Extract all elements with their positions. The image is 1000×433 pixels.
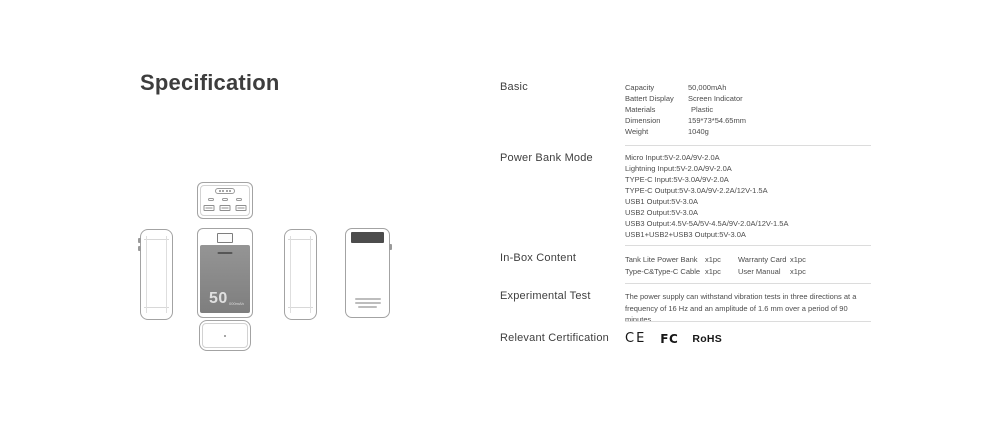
front-body <box>200 245 250 313</box>
spec-line: Micro Input:5V-2.0A/9V-2.0A <box>625 153 720 162</box>
spec-value: 50,000mAh <box>688 83 727 92</box>
box-qty: x1pc <box>705 254 721 264</box>
brand-logo <box>218 252 233 254</box>
side-button <box>389 244 392 250</box>
certification-marks <box>625 331 722 346</box>
bottom-view-drawing <box>199 320 251 351</box>
box-qty: x1pc <box>790 254 806 264</box>
right-side-view-drawing <box>284 229 317 320</box>
spec-value: 159*73*54.65mm <box>688 116 746 125</box>
power-button <box>138 238 141 243</box>
section-divider <box>625 321 871 322</box>
box-item: User Manual <box>738 266 781 276</box>
battery-indicator-leds <box>215 188 235 194</box>
lightning-port-icon <box>222 198 228 201</box>
spec-value: Plastic <box>691 105 714 114</box>
back-top-panel <box>351 232 384 243</box>
spec-key: Weight <box>625 127 649 136</box>
ce-mark-icon: CE <box>625 331 647 346</box>
power-bank-mode-lines <box>625 152 788 240</box>
rohs-mark-icon: RoHS <box>692 332 723 345</box>
spec-value: 1040g <box>688 127 709 136</box>
input-ports <box>208 198 242 201</box>
usb1-port-icon <box>204 205 215 211</box>
spec-row <box>625 104 746 115</box>
box-qty: x1pc <box>790 266 806 276</box>
spec-key: Dimension <box>625 116 661 125</box>
spec-row <box>625 115 746 126</box>
spec-line: USB1+USB2+USB3 Output:5V-3.0A <box>625 230 746 239</box>
page-title: Specification <box>140 70 280 95</box>
box-item: Type-C&Type-C Cable <box>625 266 701 276</box>
section-divider <box>625 283 871 284</box>
spec-value: Screen Indicator <box>688 94 743 103</box>
box-item: Tank Lite Power Bank <box>625 254 698 264</box>
spec-line: Lightning Input:5V-2.0A/9V-2.0A <box>625 164 732 173</box>
front-view-drawing <box>197 228 253 318</box>
in-box-row <box>625 265 806 277</box>
spec-row <box>625 93 746 104</box>
box-item: Warranty Card <box>738 254 787 264</box>
section-header-experimental-test: Experimental Test <box>500 290 591 302</box>
capacity-label: 50 <box>209 290 228 307</box>
in-box-row <box>625 253 806 265</box>
usb2-port-icon <box>220 205 231 211</box>
fcc-mark-icon: FC <box>660 331 679 346</box>
spec-key: Materials <box>625 105 656 114</box>
capacity-unit-label: 000mAh <box>229 301 244 306</box>
usb3-port-icon <box>236 205 247 211</box>
usb-output-ports <box>204 205 247 211</box>
spec-key: Battert Display <box>625 94 674 103</box>
type-c-port-icon <box>236 198 242 201</box>
spec-line: TYPE-C Output:5V-3.0A/9V-2.2A/12V-1.5A <box>625 186 768 195</box>
spec-row <box>625 82 746 93</box>
section-header-in-box-content: In-Box Content <box>500 252 577 264</box>
box-qty: x1pc <box>705 266 721 276</box>
basic-rows <box>625 82 746 137</box>
spec-line: USB1 Output:5V-3.0A <box>625 197 698 206</box>
screw-dot <box>224 335 226 337</box>
section-header-power-bank-mode: Power Bank Mode <box>500 152 593 164</box>
left-side-view-drawing <box>140 229 173 320</box>
micro-usb-port-icon <box>208 198 214 201</box>
spec-line: USB3 Output:4.5V-5A/5V-4.5A/9V-2.0A/12V-1.5A <box>625 219 789 228</box>
regulatory-label <box>355 298 381 308</box>
experimental-test-text: The power supply can withstand vibration tests in three directions at a frequency of 16 Hz and an amplitude of 1.6 mm over a period of 90 minutes. <box>625 292 857 324</box>
section-header-basic: Basic <box>500 81 528 93</box>
spec-row <box>625 126 746 137</box>
in-box-rows <box>625 253 806 277</box>
section-divider <box>625 145 871 146</box>
mode-button <box>138 246 141 251</box>
section-header-relevant-certification: Relevant Certification <box>500 332 609 344</box>
top-view-drawing <box>197 182 253 219</box>
spec-line: TYPE-C Input:5V-3.0A/9V-2.0A <box>625 175 729 184</box>
spec-line: USB2 Output:5V-3.0A <box>625 208 698 217</box>
spec-key: Capacity <box>625 83 655 92</box>
section-divider <box>625 245 871 246</box>
back-view-drawing <box>345 228 390 318</box>
display-screen <box>217 233 233 243</box>
